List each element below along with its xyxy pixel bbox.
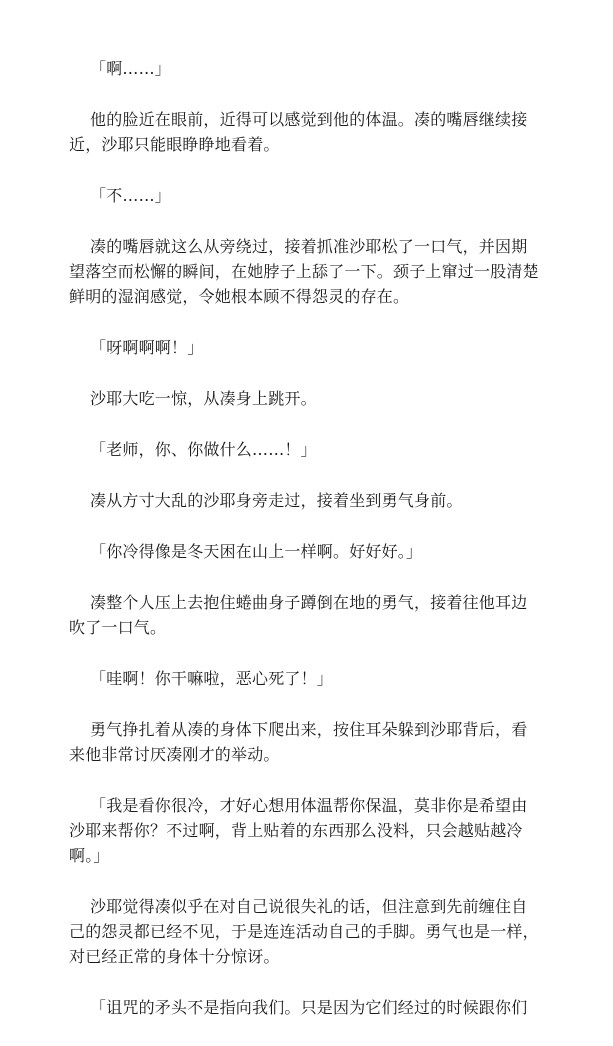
text-line: 对已经正常的身体十分惊讶。	[69, 947, 280, 966]
text-line: 凑从方寸大乱的沙耶身旁走过，接着坐到勇气身前。	[90, 491, 463, 510]
paragraph	[90, 386, 548, 411]
paragraph	[69, 717, 548, 767]
text-line: 沙耶觉得凑似乎在对自己说很失礼的话，但注意到先前缠住自	[90, 897, 528, 916]
paragraph	[69, 234, 548, 309]
text-line: 「呀啊啊啊！」	[90, 338, 204, 357]
text-line: 他的脸近在眼前，近得可以感觉到他的体温。凑的嘴唇继续接	[90, 110, 528, 129]
text-line: 近，沙耶只能眼睁睁地看着。	[69, 135, 280, 154]
text-line: 来他非常讨厌凑刚才的举动。	[69, 745, 280, 764]
paragraph	[90, 335, 548, 360]
text-line: 啊。」	[69, 846, 110, 865]
text-line: 「老师，你、你做什么……！」	[90, 440, 317, 459]
text-line: 沙耶大吃一惊，从凑身上跳开。	[90, 389, 317, 408]
text-line: 「诅咒的矛头不是指向我们。只是因为它们经过的时候跟你们	[90, 998, 528, 1017]
text-line: 沙耶来帮你？不过啊，背上贴着的东西那么没料，只会越贴越冷	[69, 821, 523, 840]
paragraph	[90, 183, 548, 208]
text-line: 勇气挣扎着从凑的身体下爬出来，按住耳朵躲到沙耶背后，看	[90, 720, 528, 739]
text-line: 凑整个人压上去抱住蜷曲身子蹲倒在地的勇气，接着往他耳边	[90, 593, 528, 612]
text-line: 「你冷得像是冬天困在山上一样啊。好好好。」	[90, 542, 423, 561]
paragraph	[90, 539, 548, 564]
page-text	[69, 56, 548, 1046]
paragraph	[90, 666, 548, 691]
paragraph	[69, 793, 548, 868]
text-line: 吹了一口气。	[69, 618, 167, 637]
text-line: 鲜明的湿润感觉，令她根本顾不得怨灵的存在。	[69, 287, 410, 306]
text-line: 凑的嘴唇就这么从旁绕过，接着抓准沙耶松了一口气，并因期	[90, 237, 528, 256]
paragraph	[69, 894, 548, 969]
paragraph	[90, 56, 548, 81]
text-line: 「啊……」	[90, 59, 172, 78]
paragraph	[90, 488, 548, 513]
paragraph	[69, 590, 548, 640]
text-line: 「不……」	[90, 186, 172, 205]
text-line: 己的怨灵都已经不见，于是连连活动自己的手脚。勇气也是一样，	[69, 922, 539, 941]
paragraph	[69, 107, 548, 157]
text-line: 「哇啊！你干嘛啦，恶心死了！」	[90, 669, 334, 688]
paragraph	[90, 437, 548, 462]
text-line: 望落空而松懈的瞬间，在她脖子上舔了一下。颈子上窜过一股清楚	[69, 262, 539, 281]
text-line: 「我是看你很冷，才好心想用体温帮你保温，莫非你是希望由	[90, 796, 528, 815]
paragraph	[90, 995, 548, 1020]
